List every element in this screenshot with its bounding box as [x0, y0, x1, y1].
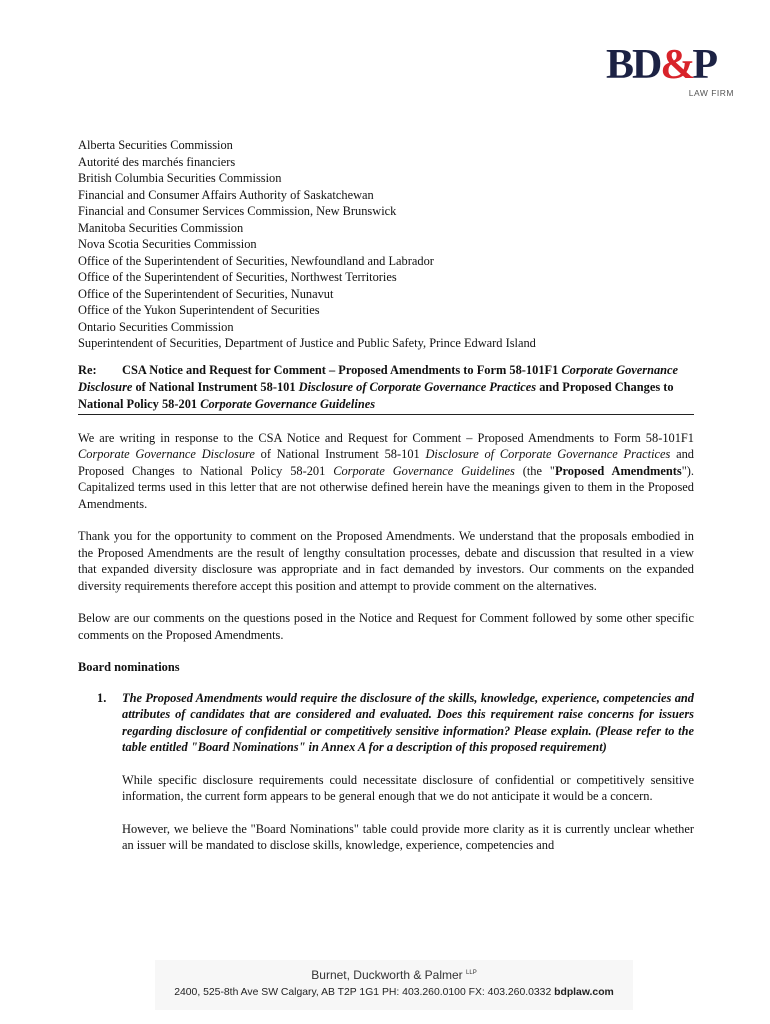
subject-label: Re: — [78, 362, 97, 377]
letter-body — [78, 137, 694, 854]
addressee: British Columbia Securities Commission — [78, 171, 282, 185]
question-item — [78, 690, 694, 756]
addressee: Ontario Securities Commission — [78, 319, 234, 334]
addressee: Autorité des marchés financiers — [78, 154, 236, 169]
addressee: Financial and Consumer Affairs Authority of Saskatchewan — [78, 187, 374, 202]
letterhead-footer — [155, 960, 633, 1010]
footer-contact: 2400, 525-8th Ave SW Calgary, AB T2P 1G1 PH: 403.260.0100 FX: 403.260.0332 bdplaw.com — [174, 987, 614, 998]
comments-intro-paragraph: Below are our comments on the questions posed in the Notice and Request for Comment followed by some other specific comments on the Proposed Amendments. — [78, 611, 694, 642]
logo-subtitle: LAW FIRM — [688, 88, 734, 98]
answer-paragraph: However, we believe the "Board Nominations" table could provide more clarity as it is currently unclear whether an issuer will be mandated to disclose skills, knowledge, experience, competencies and — [122, 821, 694, 852]
intro-paragraph: We are writing in response to the CSA Notice and Request for Comment – Proposed Amendments to Form 58-101F1 Corporate Governance Disclosure of National Instrument 58-101 Disclosure of Corporate Governance Practices and Proposed Changes to National Policy 58-201 Corporate Governance Guidelines (the "Proposed Amendments"). Capitalized terms used in this letter that are not otherwise defined herein have the meanings given to them in the Proposed Amendments. — [78, 430, 695, 511]
addressee: Office of the Superintendent of Securities, Newfoundland and Labrador — [78, 253, 434, 268]
addressee: Manitoba Securities Commission — [78, 220, 244, 235]
subject-line: Re: CSA Notice and Request for Comment – Proposed Amendments to Form 58-101F1 Corporate Governance Disclosure of National Instrument 58-101 Disclosure of Corporate Governance Practices and Proposed Changes to National Policy 58-201 Corporate Governance Guidelines — [78, 362, 694, 415]
section-heading: Board nominations — [78, 660, 180, 674]
addressee: Office of the Superintendent of Securities, Nunavut — [78, 286, 334, 301]
addressee: Financial and Consumer Services Commission, New Brunswick — [78, 204, 397, 218]
addressee: Alberta Securities Commission — [78, 138, 233, 152]
addressee: Superintendent of Securities, Department of Justice and Public Safety, Prince Edward Island — [78, 336, 536, 350]
firm-logo — [606, 44, 736, 100]
question-number: 1. — [97, 690, 107, 705]
logo-mark: BD&P — [606, 42, 717, 88]
addressee: Office of the Superintendent of Securities, Northwest Territories — [78, 270, 397, 284]
addressee-list — [78, 137, 694, 352]
logo-ampersand: & — [660, 42, 693, 88]
thanks-paragraph: Thank you for the opportunity to comment on the Proposed Amendments. We understand that the proposals embodied in the Proposed Amendments are the result of lengthy consultation processes, debate and discussion that resulted in a view that expanded diversity disclosure was appropriate and in fact demanded by investors. Our comments on the expanded diversity requirements therefore accept this position and attempt to provide comment on the alternatives. — [78, 529, 694, 593]
addressee: Nova Scotia Securities Commission — [78, 237, 257, 251]
footer-firm-name: Burnet, Duckworth & Palmer $^{LLP}$ — [311, 968, 477, 982]
question-text: The Proposed Amendments would require the disclosure of the skills, knowledge, experience, competencies and attributes of candidates that are considered and evaluated. Does this requirement raise concerns for issuers regarding disclosure of confidential or competitively sensitive information? Please explain. (Please refer to the table entitled "Board Nominations" in Annex A for a description of this proposed requirement) — [122, 690, 694, 754]
answer-paragraph: While specific disclosure requirements could necessitate disclosure of confidential or competitively sensitive information, the current form appears to be general enough that we do not anticipate it would be a concern. — [122, 772, 694, 803]
footer-website: bdplaw.com — [554, 987, 614, 998]
addressee: Office of the Yukon Superintendent of Securities — [78, 303, 320, 317]
